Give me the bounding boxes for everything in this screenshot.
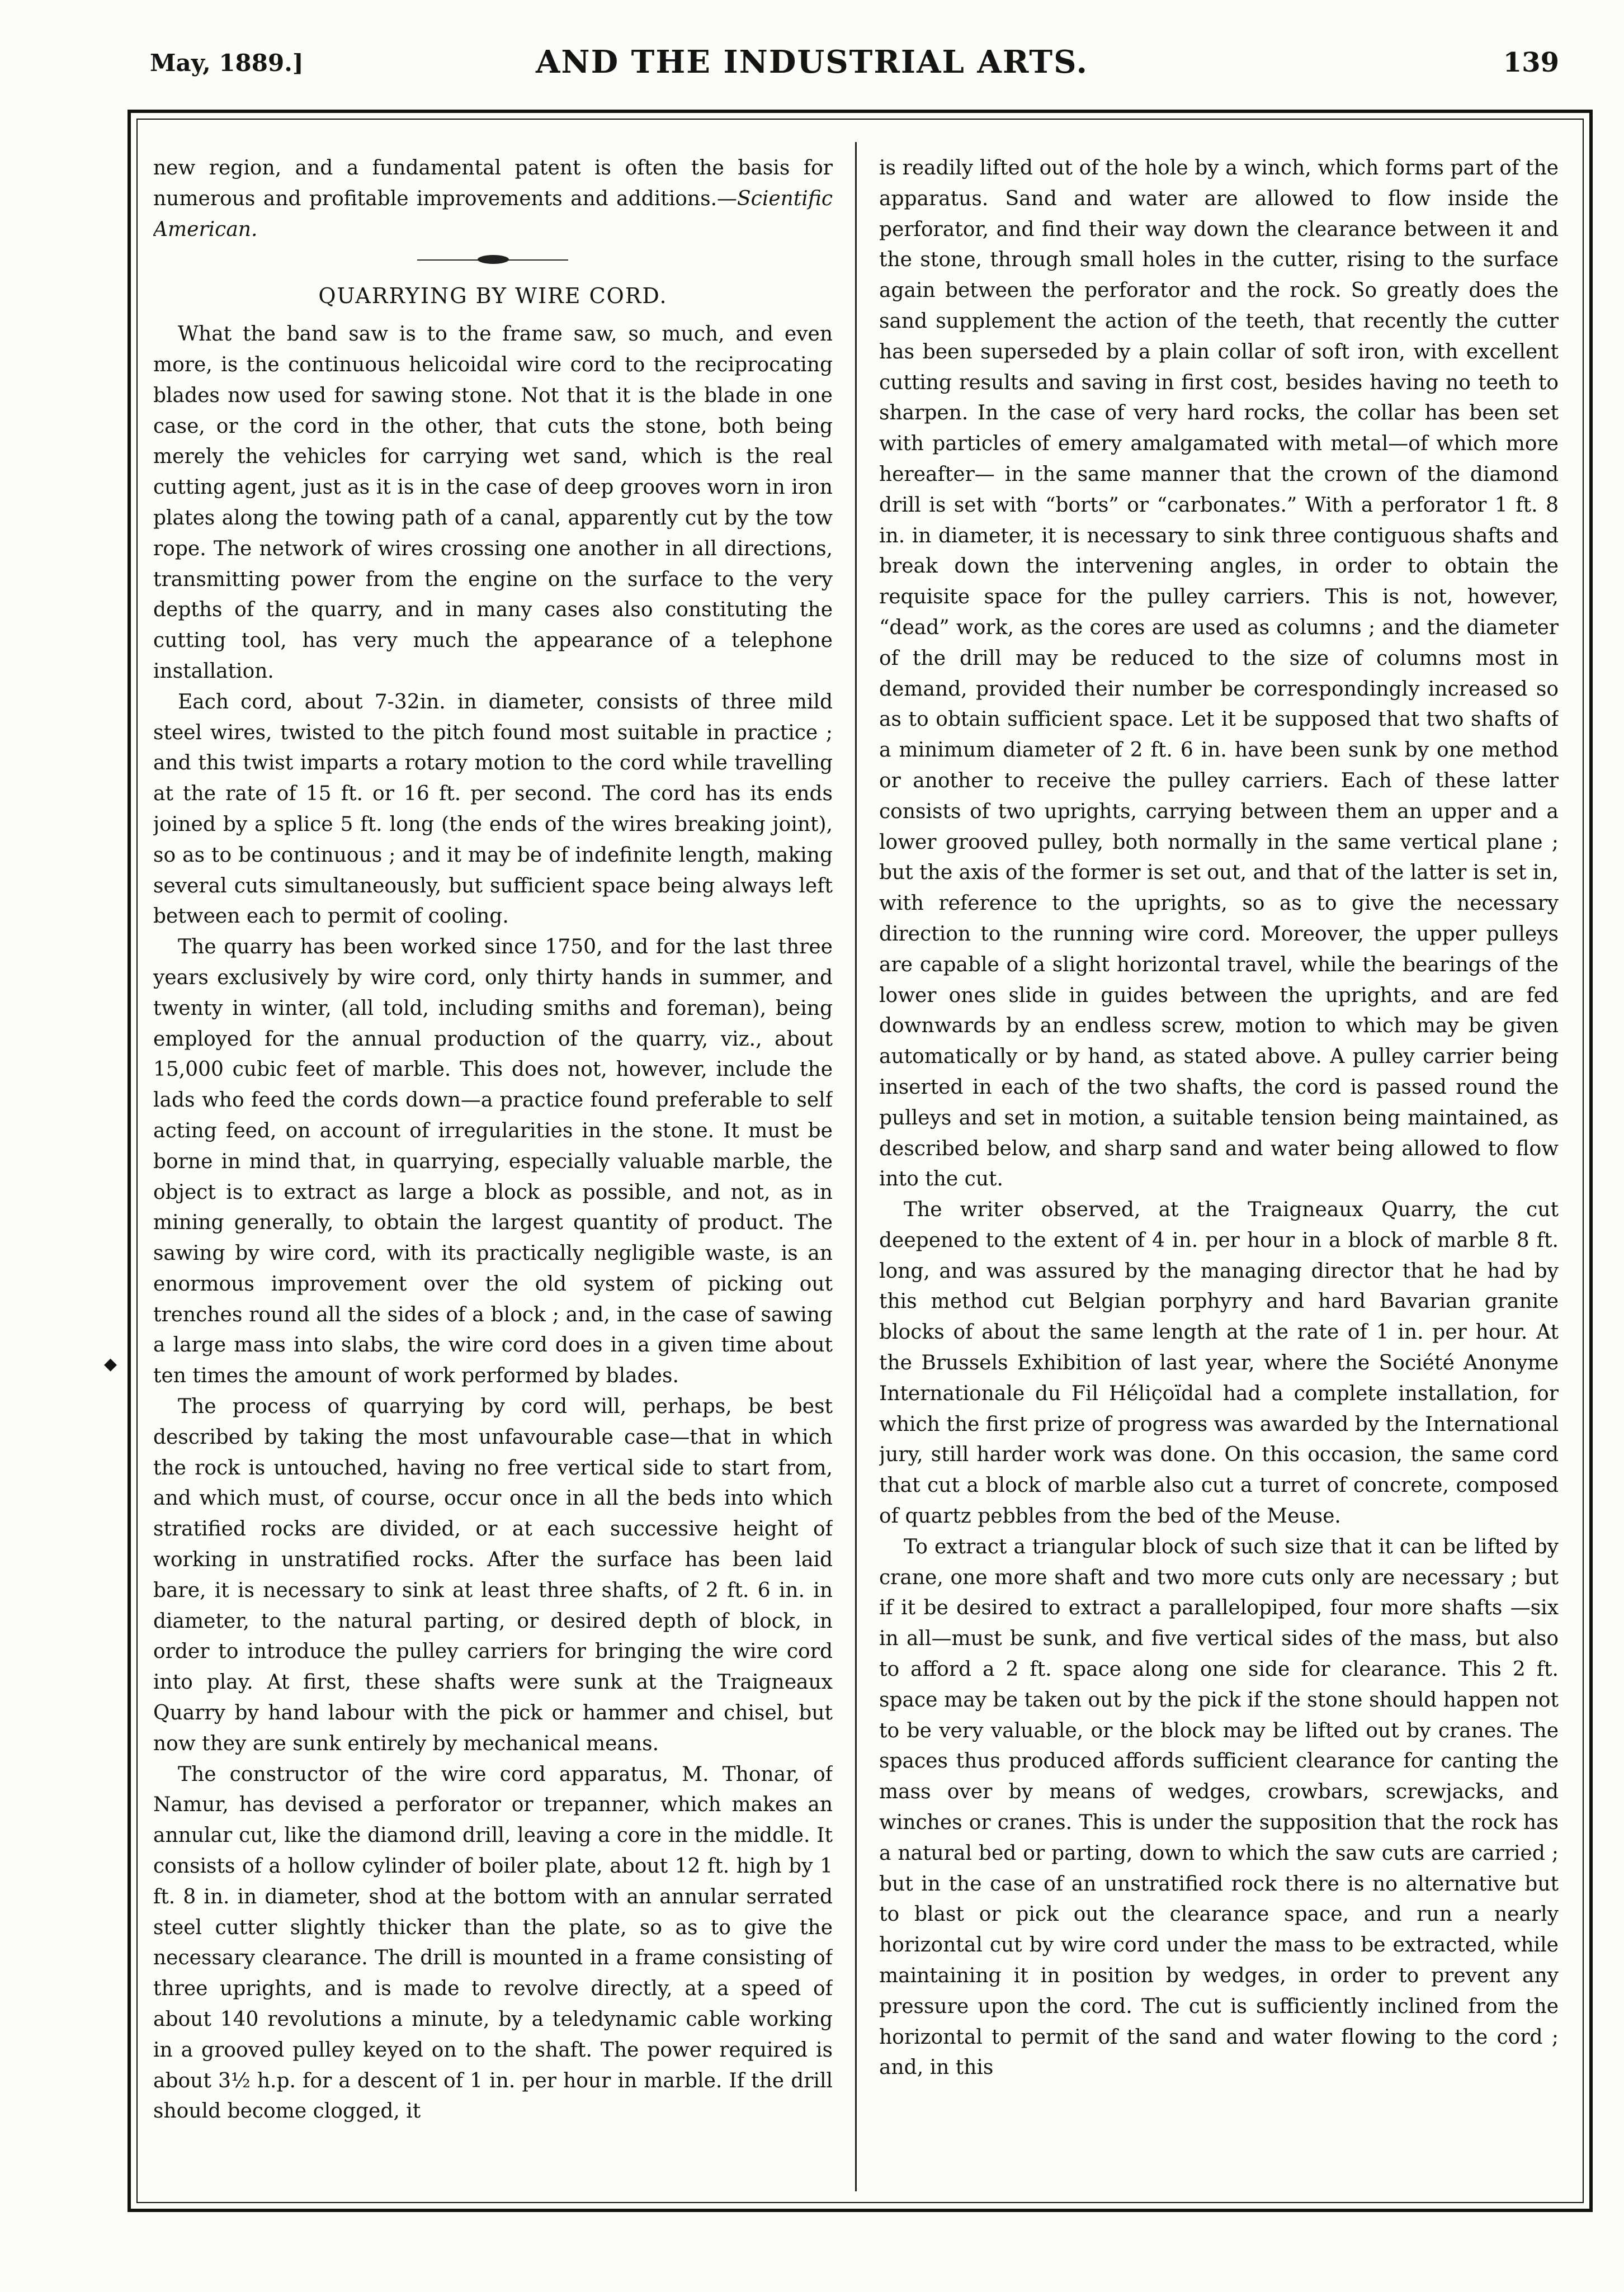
body-paragraph: The constructor of the wire cord apparatus, M. Thonar, of Namur, has devised a perforator or trepanner, which makes an annular cut, like the diamond drill, leaving a core in the middle. It consists of a hollow cylinder of boiler plate, about 12 ft. high by 1 ft. 8 in. in diameter, shod at the bottom with an annular serrated steel cutter slightly thicker than the plate, so as to give the necessary clearance. The drill is mounted in a frame consisting of three uprights, and is made to revolve directly, at a speed of about 140 revolutions a minute, by a teledynamic cable working in a grooved pulley keyed on to the shaft. The power required is about 3½ h.p. for a descent of 1 in. per hour in marble. If the drill should become clogged, it (153, 1762, 833, 2123)
article-title: QUARRYING BY WIRE CORD. (318, 283, 668, 309)
body-paragraph: The quarry has been worked since 1750, and for the last three years exclusively by wire cord, only thirty hands in summer, and twenty in winter, (all told, including smiths and foreman), being employed for the annual production of the quarry, viz., about 15,000 cubic feet of marble. This does not, however, include the lads who feed the cords down—a practice found preferable to self acting feed, on account of irregularities in the stone. It must be borne in mind that, in quarrying, especially valuable marble, the object is to extract as large a block as possible, and not, as in mining generally, to obtain the largest quantity of product. The sawing by wire cord, with its practically negligible waste, is an enormous improvement over the old system of picking out trenches round all the sides of a block ; and, in the case of sawing a large mass into slabs, the wire cord does in a given time about ten times the amount of work performed by blades. (153, 935, 833, 1388)
body-paragraph: The process of quarrying by cord will, perhaps, be best described by taking the most unfavourable case—that in which the rock is untouched, having no free vertical side to start from, and which must, of course, occur once in all the beds into which stratified rocks are divided, or at each successive height of working in unstratified rocks. After the surface has been laid bare, it is necessary to sink at least three shafts, of 2 ft. 6 in. in diameter, to the natural parting, or desired depth of block, in order to introduce the pulley carriers for bringing the wire cord into play. At first, these shafts were sunk at the Traigneaux Quarry by hand labour with the pick or hammer and chisel, but now they are sunk entirely by mechanical means. (153, 1395, 833, 1755)
running-head (0, 44, 1624, 88)
journal-title: AND THE INDUSTRIAL ARTS. (535, 44, 1089, 81)
right-column (879, 153, 1559, 2177)
issue-date: May, 1889.] (150, 49, 304, 77)
body-paragraph: The writer observed, at the Traigneaux Quarry, the cut deepened to the extent of 4 in. per hour in a block of marble 8 ft. long, and was assured by the managing director that he had by this method cut Belgian porphyry and hard Bavarian granite blocks of about the same length at the rate of 1 in. per hour. At the Brussels Exhibition of last year, where the Société Anonyme Internationale du Fil Héliçoïdal had a complete installation, for which the first prize of progress was awarded by the International jury, still harder work was done. On this occasion, the same cord that cut a block of marble also cut a turret of concrete, composed of quartz pebbles from the bed of the Meuse. (879, 1198, 1559, 1528)
intro-paragraph (153, 153, 833, 245)
body-paragraph: Each cord, about 7-32in. in diameter, consists of three mild steel wires, twisted to the pitch found most suitable in practice ; and this twist imparts a rotary motion to the cord while travelling at the rate of 15 ft. or 16 ft. per second. The cord has its ends joined by a splice 5 ft. long (the ends of the wires breaking joint), so as to be continuous ; and it may be of indefinite length, making several cuts simultaneously, but sufficient space being always left between each to permit of cooling. (153, 690, 833, 928)
page-frame-inner (136, 119, 1584, 2203)
section-divider (153, 245, 833, 273)
page-number: 139 (1503, 47, 1559, 78)
intro-text: new region, and a fundamental patent is often the basis for numerous and profitable improvements and additions.— (153, 157, 833, 210)
body-paragraph: To extract a triangular block of such size that it can be lifted by crane, one more shaft and two more cuts only are necessary ; but if it be desired to extract a parallelopiped, four more shafts —six in all—must be sunk, and five vertical sides of the mass, but also to afford a 2 ft. space along one side for clearance. This 2 ft. space may be taken out by the pick if the stone should happen not to be very valuable, or the block may be lifted out by cranes. The spaces thus produced affords sufficient clearance for canting the mass over by means of wedges, crowbars, screwjacks, and winches or cranes. This is under the supposition that the rock has a natural bed or parting, down to which the saw cuts are carried ; but in the case of an unstratified rock there is no alternative but to blast or pick out the clearance space, and run a nearly horizontal cut by wire cord under the mass to be extracted, while maintaining it in position by wedges, in order to prevent any pressure upon the cord. The cut is sufficiently inclined from the horizontal to permit of the sand and water flowing to the cord ; and, in this (879, 1535, 1559, 2080)
margin-mark: ◆ (104, 1354, 117, 1374)
column-rule (855, 142, 857, 2191)
body-paragraph: is readily lifted out of the hole by a winch, which forms part of the apparatus. Sand and water are allowed to flow inside the perforator, and find their way down the clearance between it and the stone, through small holes in the cutter, rising to the surface again between the perforator and the rock. So greatly does the sand supplement the action of the teeth, that recently the cutter has been superseded by a plain collar of soft iron, with excellent cutting results and saving in first cost, besides having no teeth to sharpen. In the case of very hard rocks, the collar has been set with particles of emery amalgamated with metal—of which more hereafter— in the same manner that the crown of the diamond drill is set with “borts” or “carbonates.” With a perforator 1 ft. 8 in. in diameter, it is necessary to sink three contiguous shafts and break down the intervening angles, in order to obtain the requisite space for the pulley carriers. This is not, however, “dead” work, as the cores are used as columns ; and the diameter of the drill may be reduced to the size of columns most in demand, provided their number be correspondingly increased so as to obtain sufficient space. Let it be supposed that two shafts of a minimum diameter of 2 ft. 6 in. have been sunk by one method or another to receive the pulley carriers. Each of these latter consists of two uprights, carrying between them an upper and a lower grooved pulley, both normally in the same vertical plane ; but the axis of the former is set out, and that of the latter is set in, with reference to the uprights, so as to give the necessary direction to the running wire cord. Moreover, the upper pulleys are capable of a slight horizontal travel, while the bearings of the lower ones slide in guides between the uprights, and are fed downwards by an endless screw, motion to which may be given automatically or by hand, as stated above. A pulley carrier being inserted in each of the two shafts, the cord is passed round the pulleys and set in motion, a suitable tension being maintained, as described below, and sharp sand and water being allowed to flow into the cut. (879, 157, 1559, 1191)
body-paragraph: What the band saw is to the frame saw, so much, and even more, is the continuous helicoidal wire cord to the reciprocating blades now used for sawing stone. Not that it is the blade in one case, or the cord in the other, that cuts the stone, both being merely the vehicles for carrying wet sand, which is the real cutting agent, just as it is in the case of deep grooves worn in iron plates along the towing path of a canal, apparently cut by the tow rope. The network of wires crossing one another in all directions, transmitting power from the engine on the surface to the very depths of the quarry, and in many cases also constituting the cutting tool, has very much the appearance of a telephone installation. (153, 323, 833, 683)
divider-ornament (478, 255, 509, 264)
intro-source: Scientific American. (153, 187, 833, 241)
page-frame (128, 110, 1593, 2212)
left-column (153, 153, 833, 2177)
